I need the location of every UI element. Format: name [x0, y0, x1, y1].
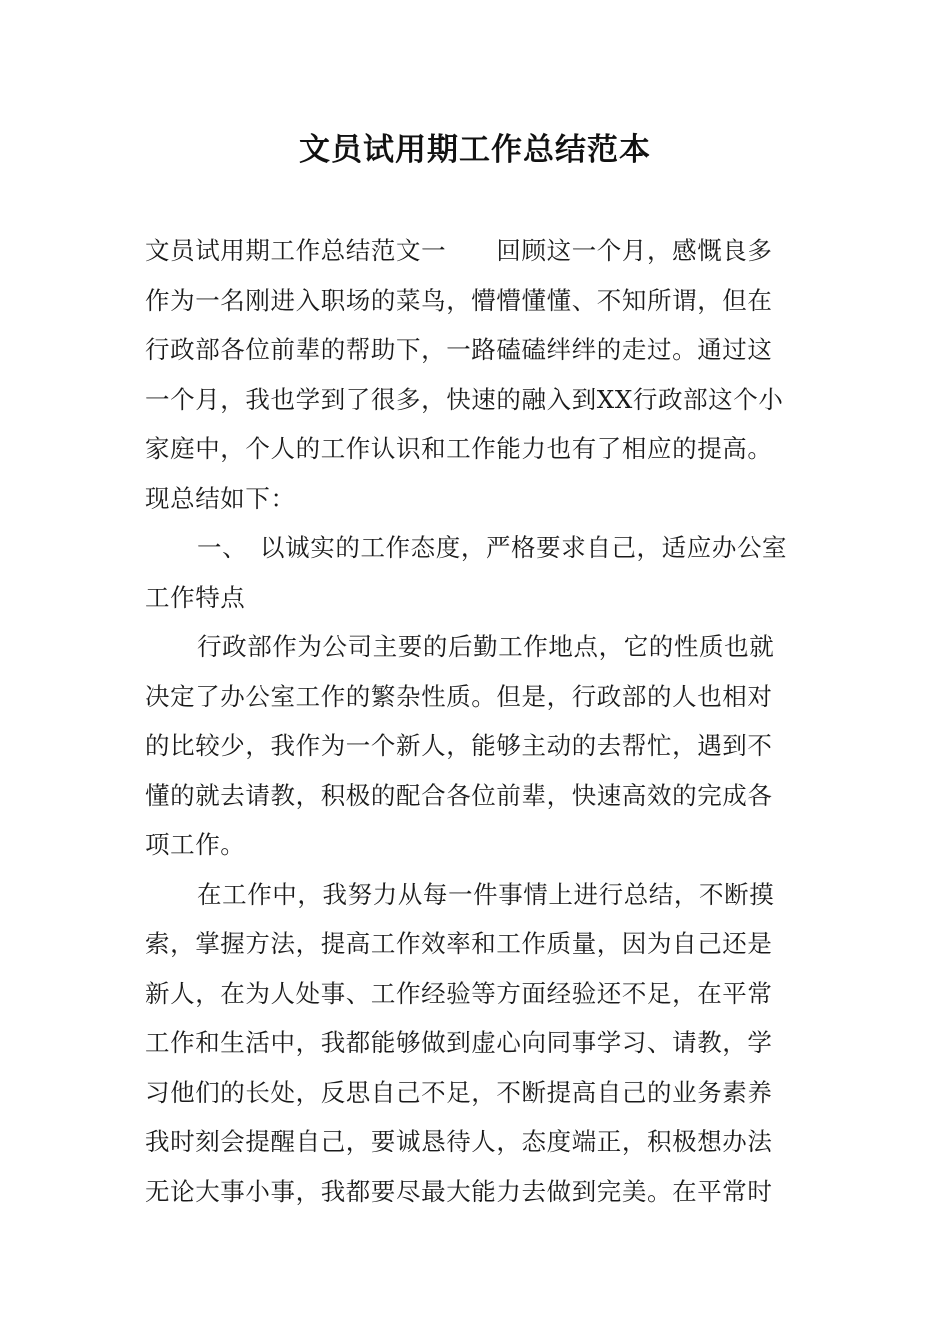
text-line: 索，掌握方法，提高工作效率和工作质量，因为自己还是: [145, 929, 773, 958]
paragraph-start-line: 行政部作为公司主要的后勤工作地点，它的性质也就: [197, 632, 775, 661]
text-line: 行政部各位前辈的帮助下，一路磕磕绊绊的走过。通过这: [145, 335, 773, 364]
text-line: 作为一名刚进入职场的菜鸟，懵懵懂懂、不知所谓，但在: [145, 285, 773, 315]
text-line: 新人，在为人处事、工作经验等方面经验还不足，在平常: [145, 978, 773, 1008]
text-line: 习他们的长处，反思自己不足，不断提高自己的业务素养: [145, 1077, 773, 1107]
text-line: 我时刻会提醒自己，要诚恳待人，态度端正，积极想办法: [145, 1127, 773, 1156]
text-line: 懂的就去请教，积极的配合各位前辈，快速高效的完成各: [145, 780, 773, 810]
text-line: 项工作。: [145, 830, 246, 859]
document-title: 文员试用期工作总结范本: [299, 132, 651, 168]
text-line: 一个月，我也学到了很多，快速的融入到XX行政部这个小: [145, 384, 784, 414]
section-heading-line: 一、 以诚实的工作态度，严格要求自己，适应办公室: [197, 533, 788, 562]
text-line: 工作特点: [145, 582, 246, 612]
paragraph-start-line: 在工作中，我努力从每一件事情上进行总结，不断摸: [197, 879, 775, 909]
text-line: 家庭中，个人的工作认识和工作能力也有了相应的提高。: [145, 434, 773, 463]
text-line: 工作和生活中，我都能够做到虚心向同事学习、请教，学: [145, 1028, 773, 1057]
text-line: 文员试用期工作总结范文一 回顾这一个月，感慨良多: [145, 236, 773, 265]
text-line: 无论大事小事，我都要尽最大能力去做到完美。在平常时: [145, 1176, 773, 1206]
text-line: 决定了办公室工作的繁杂性质。但是，行政部的人也相对: [145, 681, 773, 711]
text-line: 现总结如下：: [145, 483, 296, 513]
text-line: 的比较少，我作为一个新人，能够主动的去帮忙，遇到不: [145, 731, 773, 760]
document-body: [145, 226, 817, 1216]
